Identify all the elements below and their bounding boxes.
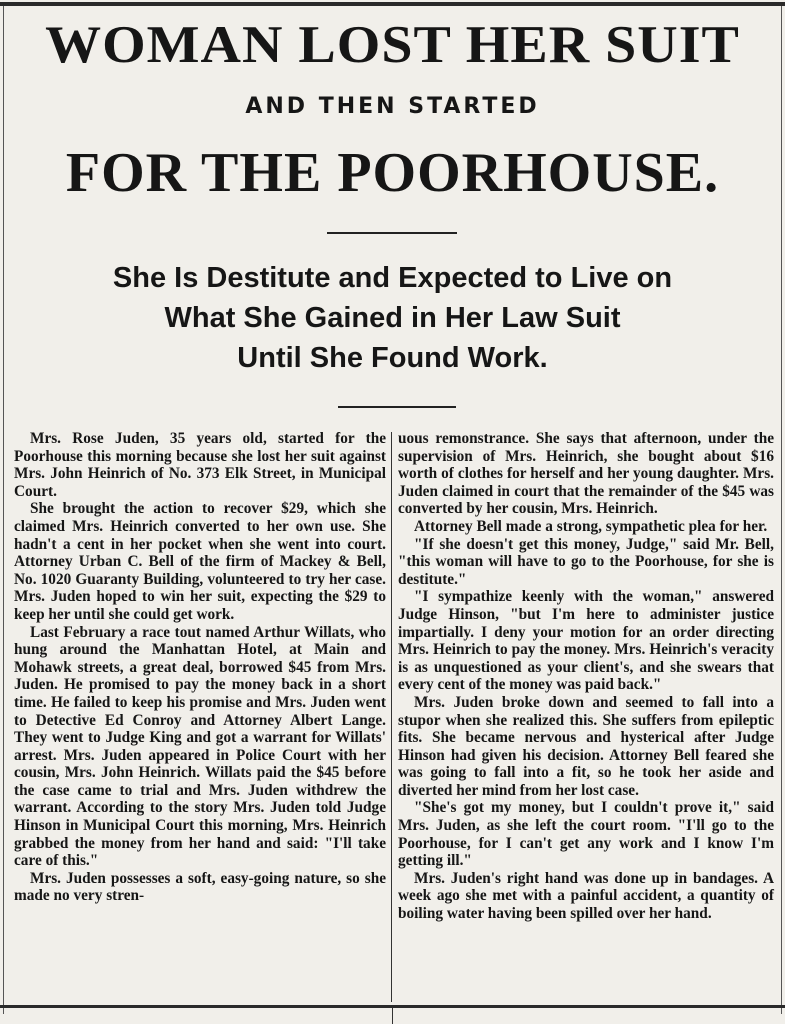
subheadline-divider — [338, 406, 456, 408]
paragraph: Mrs. Juden possesses a soft, easy-going nature, so she made no very stren- — [14, 869, 386, 905]
paragraph: Last February a race tout named Arthur Willats, who hung around the Manhattan Hotel, at Main and Mohawk streets, a great deal, borrowed $45 from Mrs. Juden. He promised to pay the money back in a short time. He failed to keep his promise and Mrs. Juden went to Detective Ed Conroy and Attorney Albert Lange. They went to Judge King and got a warrant for Willats' arrest. Mrs. Juden appeared in Police Court with her cousin, Mrs. John Heinrich. Willats paid the $45 before the case came to trial and Mrs. Juden withdrew the warrant. According to the story Mrs. Juden told Judge Hinson in Municipal Court this morning, Mrs. Heinrich grabbed the money from her hand and said: "I'll take care of this." — [14, 623, 386, 870]
article-column-right — [398, 430, 774, 923]
subheadline — [0, 258, 785, 378]
paragraph: Mrs. Rose Juden, 35 years old, started for the Poorhouse this morning because she lost her suit against Mrs. John Heinrich of No. 373 Elk Street, in Municipal Court. — [14, 430, 386, 500]
column-divider — [391, 432, 392, 1002]
paragraph: She brought the action to recover $29, which she claimed Mrs. Heinrich converted to her own use. She hadn't a cent in her pocket when she went into court. Attorney Urban C. Bell of the firm of Mackey & Bell, No. 1020 Guaranty Building, volunteered to try her case. Mrs. Juden hoped to win her suit, expecting the $29 to keep her until she could get work. — [14, 500, 386, 623]
article-column-left — [14, 430, 386, 905]
bottom-column-tick — [392, 1008, 393, 1024]
headline-line-3: FOR THE POORHOUSE. — [65, 142, 720, 204]
headline-line-2: AND THEN STARTED — [245, 94, 540, 119]
subheadline-line-2: What She Gained in Her Law Suit — [164, 302, 621, 334]
paragraph: uous remonstrance. She says that afternoon, under the supervision of Mrs. Heinrich, she bought about $16 worth of clothes for herself and her young daughter. Mrs. Juden claimed in court that the remainder of the $45 was converted by her cousin, Mrs. Heinrich. — [398, 430, 774, 518]
paragraph: Mrs. Juden broke down and seemed to fall into a stupor when she realized this. She suffers from epileptic fits. She became nervous and hysterical after Judge Hinson had given his decision. Attorney Bell feared she was going to fall into a fit, so he took her aside and diverted her mind from her lost case. — [398, 693, 774, 799]
subheadline-line-3: Until She Found Work. — [237, 342, 548, 374]
paragraph: Attorney Bell made a strong, sympathetic plea for her. — [414, 517, 768, 535]
paragraph: Mrs. Juden's right hand was done up in bandages. A week ago she met with a painful accident, a quantity of boiling water having been spilled over her hand. — [398, 869, 774, 923]
headline-divider — [327, 232, 457, 234]
paragraph: "If she doesn't get this money, Judge," said Mr. Bell, "this woman will have to go to the Poorhouse, for she is destitute." — [398, 535, 774, 588]
paragraph: "She's got my money, but I couldn't prove it," said Mrs. Juden, as she left the court room. "I'll go to the Poorhouse, for I can't get any work and I know I'm getting ill." — [398, 799, 774, 870]
headline-line-1: WOMAN LOST HER SUIT — [45, 15, 740, 75]
top-rule — [0, 2, 785, 6]
subheadline-line-1: She Is Destitute and Expected to Live on — [112, 262, 673, 294]
paragraph: "I sympathize keenly with the woman," answered Judge Hinson, "but I'm here to administer justice impartially. I deny your motion for an order directing Mrs. Heinrich to pay the money. Mrs. Heinrich's veracity is as unquestioned as your client's, and she swears that every cent of the money was paid back." — [398, 588, 774, 694]
